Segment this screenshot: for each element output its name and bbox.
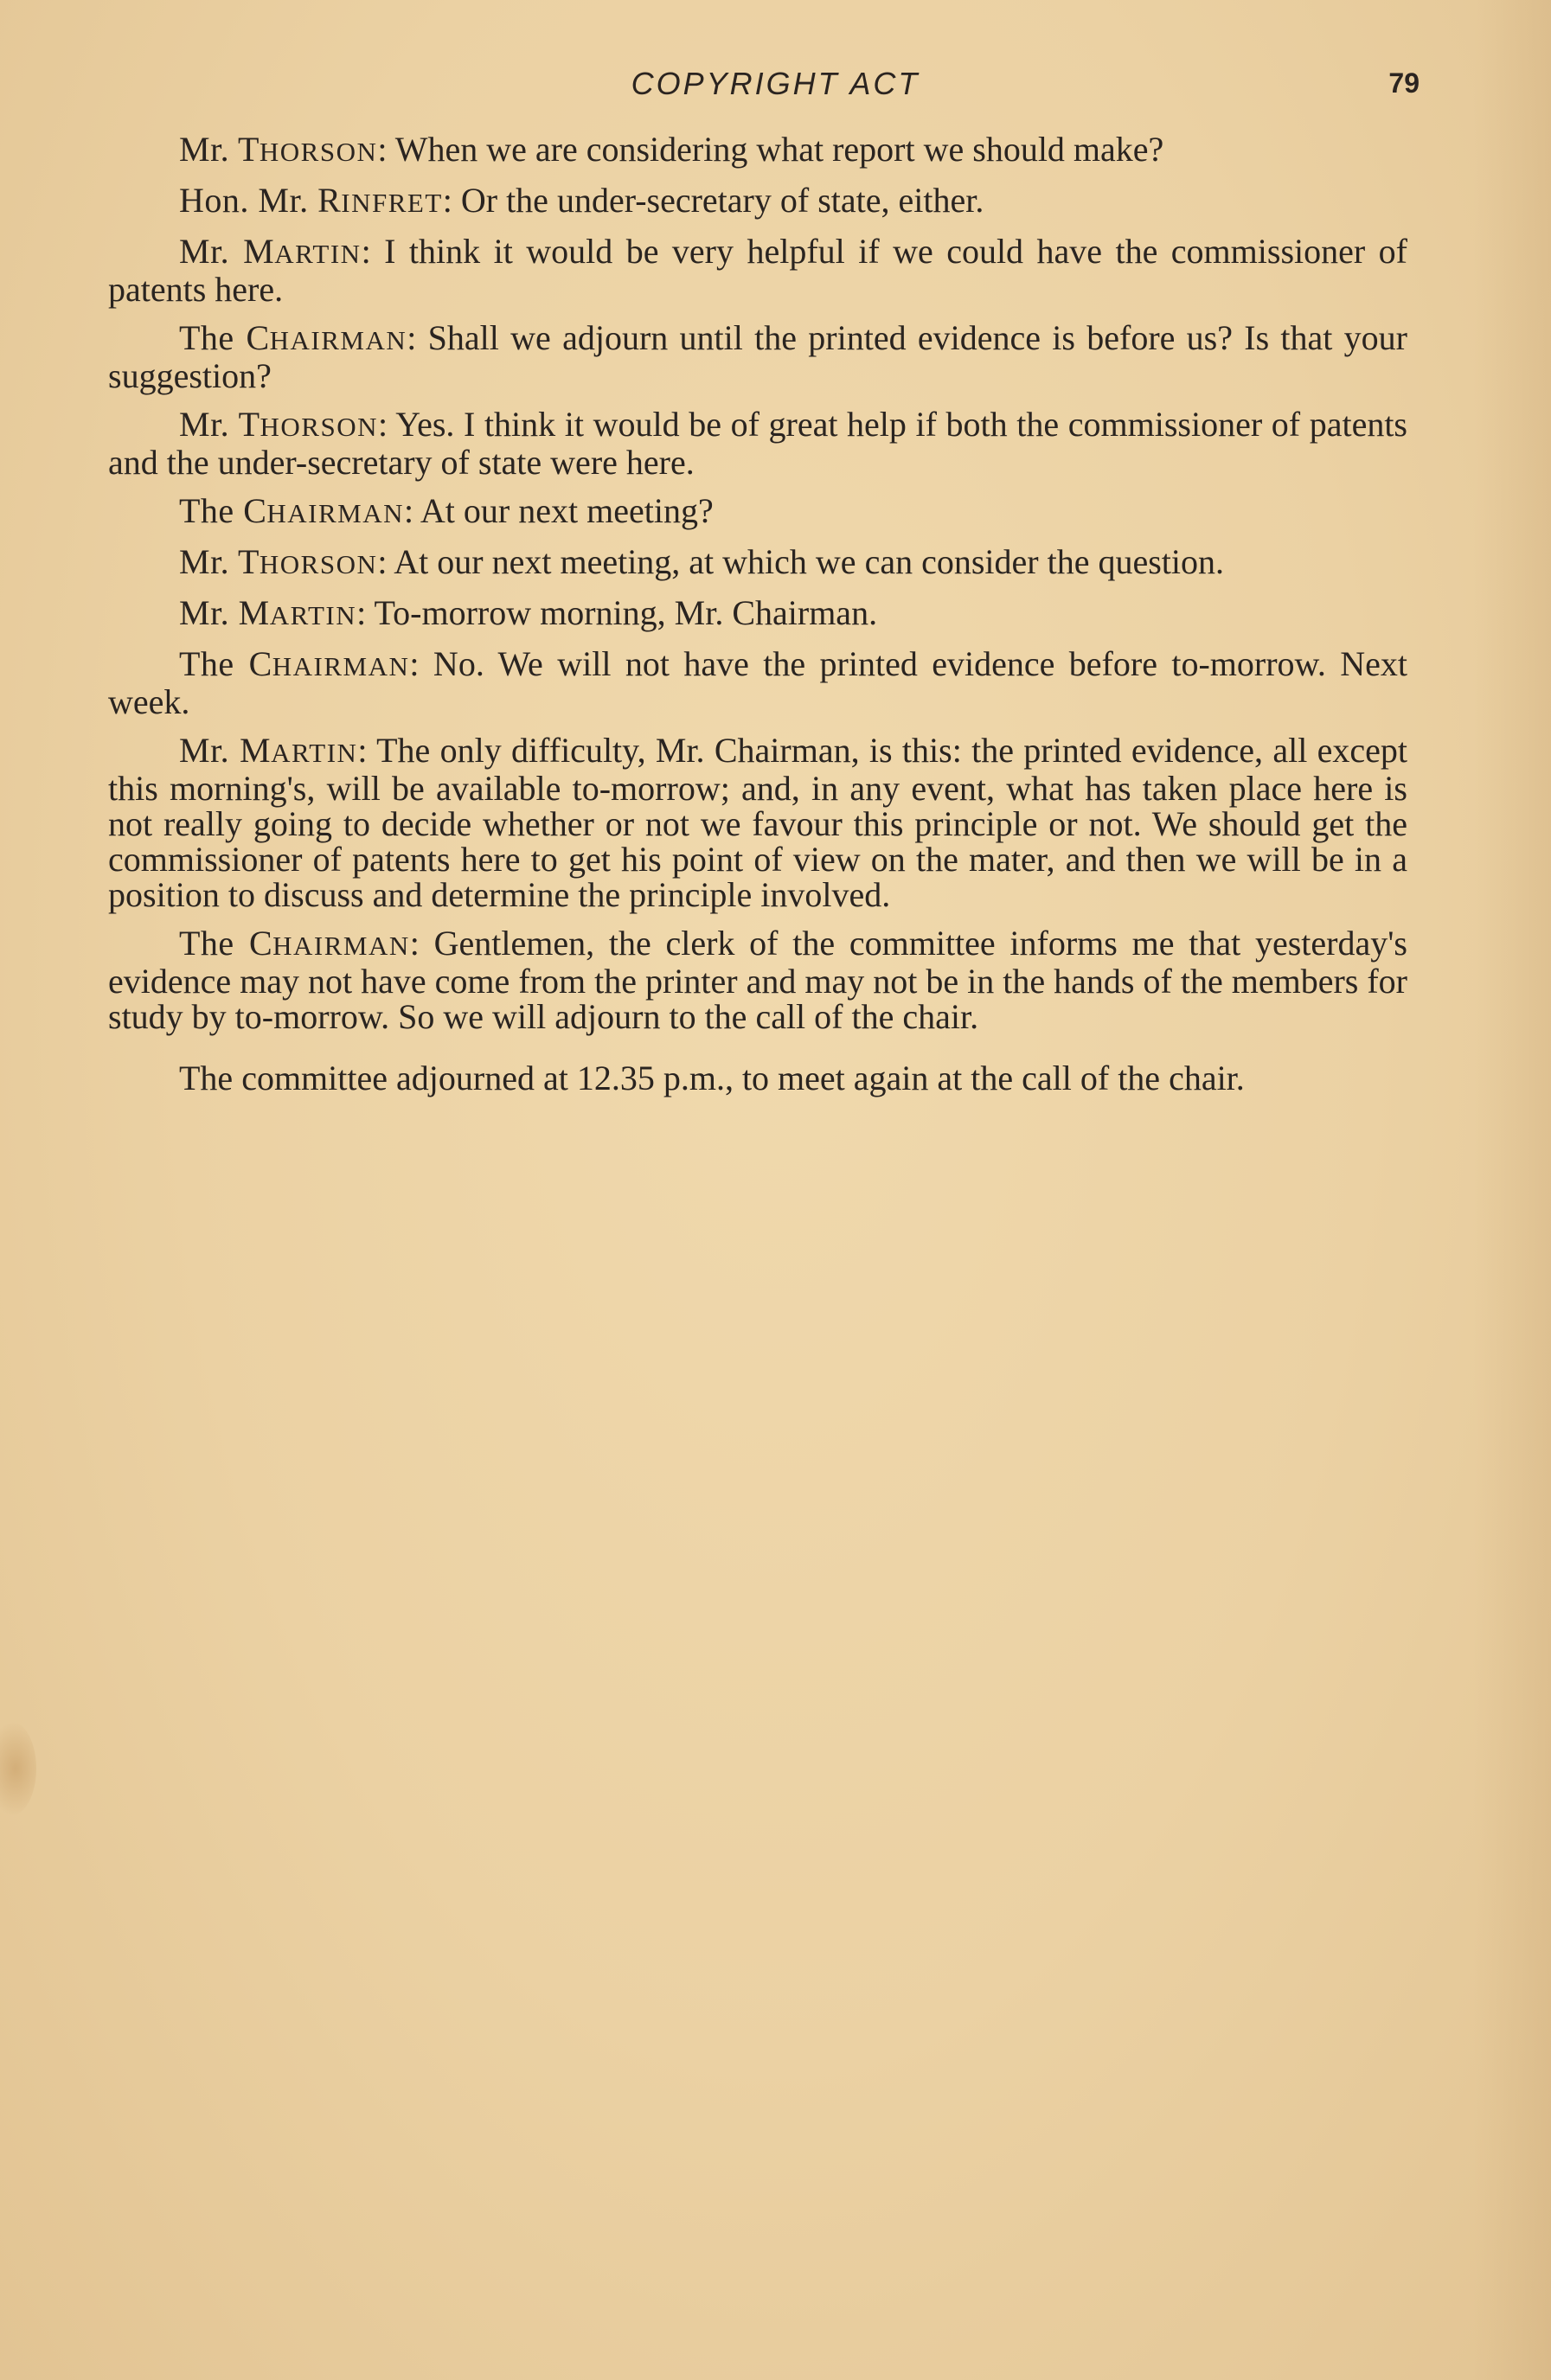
speaker-name: Mr. THORSON (179, 542, 378, 581)
paragraph-chairman-1 (108, 320, 1407, 393)
paragraph-text: : At our next meeting? (404, 491, 714, 530)
speaker-name: Mr. THORSON (179, 130, 378, 169)
paragraph-text: : The only difficulty, Mr. Chairman, is this: the printed evidence, all except this morning's, will be available to-morrow; and, in any event, what has taken place here is not really going to decide whether or not we favour this principle or not. We should get the commissioner of patents here to get his point of view on the mater, and then we will be in a position to discuss and determine the principle involved. (108, 731, 1407, 914)
speaker-name: Hon. Mr. RINFRET (179, 181, 443, 220)
paragraph-text: : Shall we adjourn until the printed evidence is before us? Is that your suggestion? (108, 318, 1408, 395)
paragraph-martin-1 (108, 234, 1407, 307)
speaker-name: Mr. MARTIN (179, 731, 358, 770)
paragraph-text: : To-morrow morning, Mr. Chairman. (356, 593, 878, 632)
paragraph-rinfret-1 (108, 182, 1407, 221)
speaker-name: The CHAIRMAN (179, 644, 410, 683)
paragraph-text: : At our next meeting, at which we can consider the question. (377, 542, 1224, 581)
paper-stain (0, 1721, 36, 1816)
adjournment-note: The committee adjourned at 12.35 p.m., to meet again at the call of the chair. (179, 1059, 1245, 1097)
paragraph-text: : No. We will not have the printed evidence before to-morrow. Next week. (108, 644, 1407, 721)
paragraph-martin-3 (108, 733, 1407, 912)
paragraph-thorson-1 (108, 131, 1407, 170)
paragraph-chairman-2 (108, 493, 1407, 531)
speaker-name: Mr. THORSON (179, 405, 378, 444)
paragraph-text: : Yes. I think it would be of great help if both the commissioner of patents and the under-secretary of state were here. (108, 405, 1408, 482)
speaker-name: The CHAIRMAN (179, 318, 407, 357)
paragraph-text: : I think it would be very helpful if we could have the commissioner of patents here. (108, 232, 1407, 309)
speaker-name: The CHAIRMAN (179, 491, 404, 530)
paragraph-text: : Or the under-secretary of state, either. (442, 181, 984, 220)
paragraph-text: : Gentlemen, the clerk of the committee informs me that yesterday's evidence may not have come from the printer and may not be in the hands of the members for study by to-morrow. So we will adjourn to the call of the chair. (108, 924, 1407, 1036)
speaker-name: The CHAIRMAN (179, 924, 410, 963)
speaker-name: Mr. MARTIN (179, 593, 357, 632)
page-number: 79 (1388, 67, 1420, 99)
speaker-name: Mr. MARTIN (179, 232, 362, 271)
paragraph-text: : When we are considering what report we should make? (377, 130, 1164, 169)
running-title: COPYRIGHT ACT (631, 66, 920, 101)
transcript-body (108, 131, 1407, 1109)
paragraph-thorson-2 (108, 406, 1407, 480)
paragraph-martin-2 (108, 595, 1407, 633)
paragraph-chairman-4 (108, 925, 1407, 1034)
running-head (0, 62, 1551, 114)
paragraph-thorson-3 (108, 544, 1407, 582)
paragraph-chairman-3 (108, 646, 1407, 720)
